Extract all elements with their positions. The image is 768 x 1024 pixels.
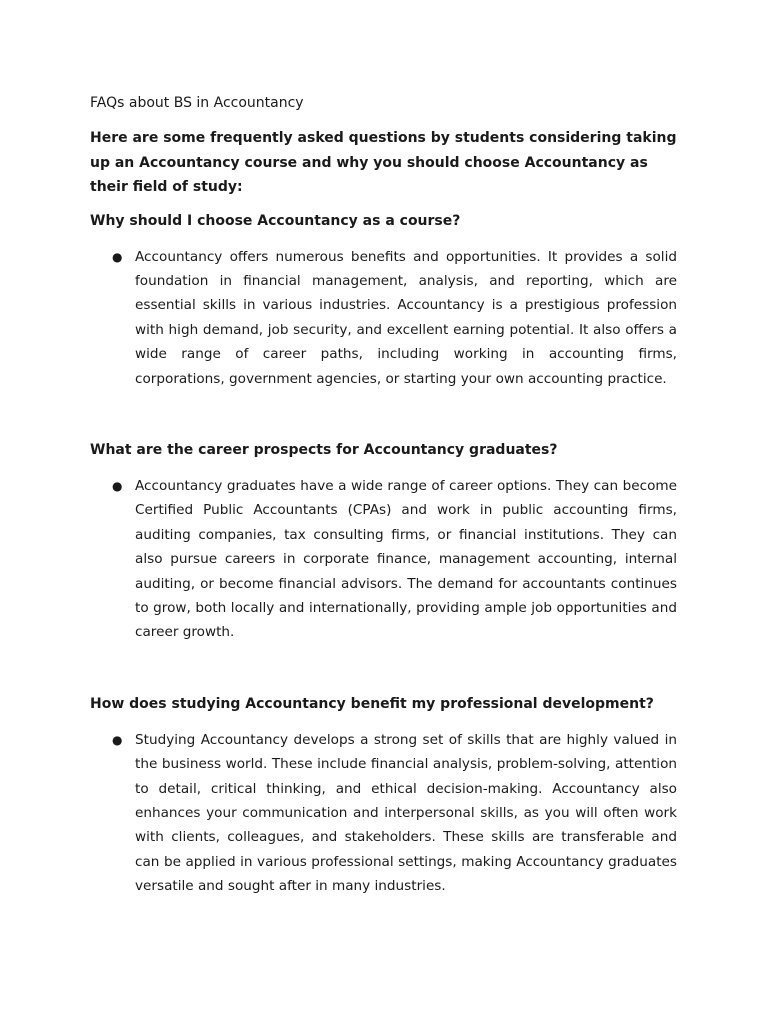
bullet-icon: ● <box>112 478 123 493</box>
faq-answer-list-3 <box>90 728 677 899</box>
bullet-icon: ● <box>112 249 123 264</box>
faq-section-1 <box>90 210 677 391</box>
faq-answer-text-1: Accountancy offers numerous benefits and opportunities. It provides a solid foundation in financial management, analysis, and reporting, which are essential skills in various industries. Accountancy is a prestigious profession with high demand, job security, and excellent earning potential. It also offers a wide range of career paths, including working in accounting firms, corporations, government agencies, or starting your own accounting practice. <box>135 248 677 387</box>
document-page <box>90 92 677 899</box>
faq-section-2 <box>90 439 677 645</box>
faq-answer-1 <box>90 245 677 391</box>
faq-question-2: What are the career prospects for Accountancy graduates? <box>90 441 558 458</box>
faq-answer-3 <box>90 728 677 899</box>
faq-answer-2 <box>90 474 677 645</box>
faq-question-1: Why should I choose Accountancy as a course? <box>90 212 461 229</box>
faq-answer-list-1 <box>90 245 677 391</box>
bullet-icon: ● <box>112 732 123 747</box>
faq-answer-list-2 <box>90 474 677 645</box>
faq-question-3: How does studying Accountancy benefit my professional development? <box>90 695 654 712</box>
document-title: FAQs about BS in Accountancy <box>90 95 304 111</box>
intro-paragraph: Here are some frequently asked questions by students considering taking up an Accountancy course and why you should choose Accountancy as their field of study: <box>90 130 677 195</box>
faq-answer-text-3: Studying Accountancy develops a strong set of skills that are highly valued in the business world. These include financial analysis, problem-solving, attention to detail, critical thinking, and ethical decision-making. Accountancy also enhances your communication and interpersonal skills, as you will often work with clients, colleagues, and stakeholders. These skills are transferable and can be applied in various professional settings, making Accountancy graduates versatile and sought after in many industries. <box>135 731 677 895</box>
faq-answer-text-2: Accountancy graduates have a wide range of career options. They can become Certified Public Accountants (CPAs) and work in public accounting firms, auditing companies, tax consulting firms, or financial institutions. They can also pursue careers in corporate finance, management accounting, internal auditing, or become financial advisors. The demand for accountants continues to grow, both locally and internationally, providing ample job opportunities and career growth. <box>135 477 677 641</box>
faq-section-3 <box>90 693 677 899</box>
